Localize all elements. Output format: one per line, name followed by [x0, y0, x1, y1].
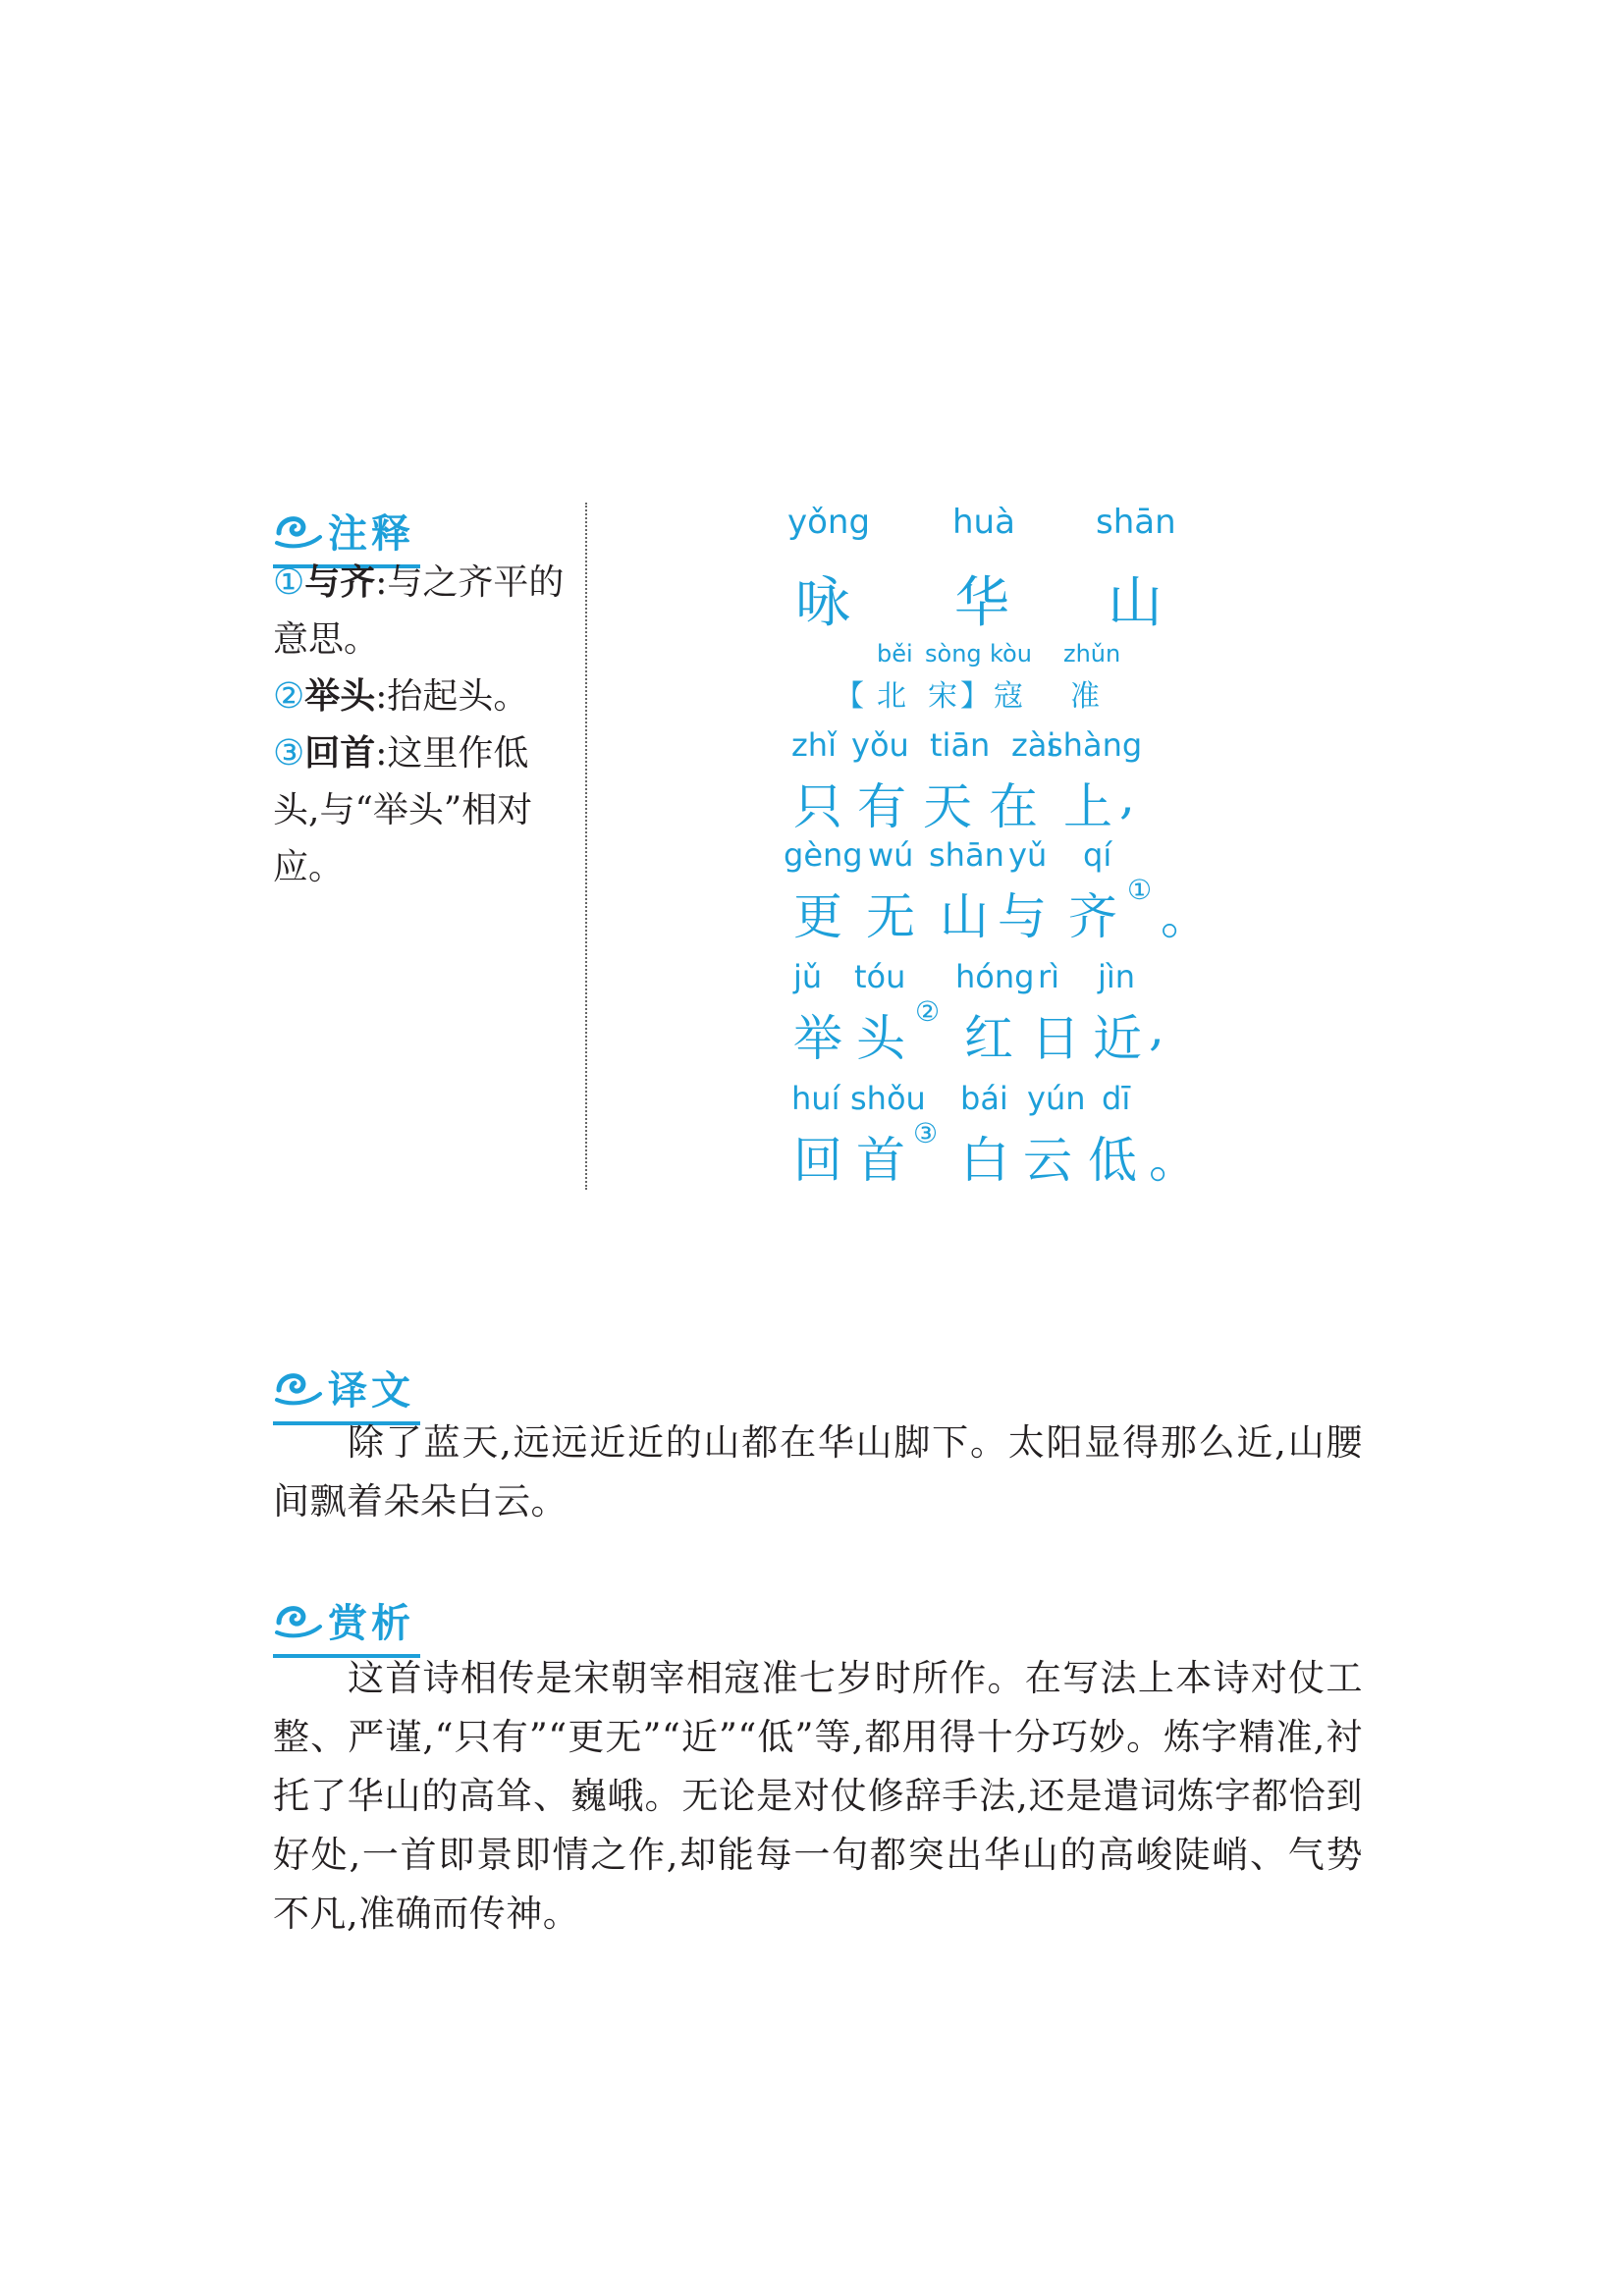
line-pinyin: yǒu — [851, 726, 909, 764]
line-char: 无 — [866, 888, 915, 945]
author-pinyin: sòng — [925, 640, 982, 667]
note-term: 与齐 — [304, 562, 376, 603]
line-pinyin: jìn — [1098, 958, 1136, 995]
line-pinyin: dī — [1102, 1080, 1131, 1117]
line-char: 齐 — [1068, 888, 1117, 945]
note-text: :抬起头。 — [375, 676, 529, 717]
note-reference-mark: ③ — [913, 1117, 939, 1149]
line-char: 有 — [857, 778, 906, 835]
note-text: :这里作低头,与“举头”相对应。 — [273, 733, 533, 887]
author-name-char: 寇 — [994, 679, 1023, 714]
line-punct: 。 — [1149, 1132, 1198, 1189]
line-pinyin: shān — [929, 836, 1004, 874]
column-divider — [585, 503, 587, 1190]
line-pinyin: yǔ — [1008, 836, 1048, 874]
translation-heading-title: 译文 — [328, 1368, 414, 1414]
note-text: :与之齐平的意思。 — [273, 562, 565, 660]
note-number: ② — [273, 676, 305, 717]
author-pinyin: zhǔn — [1063, 640, 1121, 667]
notes-list — [273, 555, 568, 896]
line-char: 在 — [989, 778, 1038, 835]
line-pinyin: tóu — [854, 958, 906, 995]
title-pinyin: huà — [952, 503, 1015, 542]
line-char: 更 — [793, 888, 842, 945]
line-char: 头 — [856, 1010, 905, 1067]
author-pinyin: běi — [877, 640, 913, 667]
line-char: 只 — [793, 778, 842, 835]
title-pinyin: shān — [1096, 503, 1176, 542]
title-char: 山 — [1108, 571, 1163, 635]
line-pinyin: hóng — [955, 958, 1035, 995]
line-pinyin: zài — [1011, 726, 1056, 764]
note-term: 回首 — [304, 733, 376, 774]
title-pinyin: yǒng — [787, 503, 871, 542]
swirl-logo-icon — [273, 1601, 324, 1640]
note-number: ③ — [273, 733, 305, 774]
line-pinyin: rì — [1038, 958, 1060, 995]
line-char: 与 — [998, 888, 1047, 945]
line-char: 低 — [1088, 1132, 1137, 1189]
author-bracket-close: 】 — [960, 679, 990, 714]
line-punct: , — [1119, 768, 1135, 825]
title-char: 咏 — [795, 571, 850, 635]
note-item — [273, 555, 568, 668]
line-pinyin: shàng — [1047, 726, 1143, 764]
notes-heading — [273, 503, 414, 559]
note-number: ① — [273, 562, 305, 603]
line-pinyin: wú — [868, 836, 914, 874]
line-char: 天 — [923, 778, 972, 835]
line-char: 红 — [964, 1010, 1013, 1067]
line-char: 山 — [940, 888, 989, 945]
swirl-logo-icon — [273, 511, 324, 551]
author-pinyin: kòu — [990, 640, 1032, 667]
line-char: 上 — [1063, 778, 1112, 835]
line-char: 举 — [793, 1010, 842, 1067]
note-reference-mark: ① — [1127, 874, 1153, 906]
translation-heading — [273, 1360, 414, 1415]
line-char: 首 — [856, 1132, 905, 1189]
note-item — [273, 668, 568, 725]
author-dynasty-char: 北 — [877, 679, 906, 714]
line-pinyin: yún — [1027, 1080, 1086, 1117]
swirl-logo-icon — [273, 1368, 324, 1408]
line-char: 云 — [1023, 1132, 1072, 1189]
appreciation-text: 这首诗相传是宋朝宰相寇准七岁时所作。在写法上本诗对仗工整、严谨,“只有”“更无”“近”“低”等,都用得十分巧妙。炼字精准,衬托了华山的高耸、巍峨。无论是对仗修辞手法,还是遣词炼字都恰到好处,一首即景即情之作,却能每一句都突出华山的高峻陡峭、气势不凡,准确而传神。 — [273, 1657, 1363, 1935]
notes-heading-title: 注释 — [328, 511, 414, 557]
line-pinyin: bái — [960, 1080, 1008, 1117]
appreciation-heading — [273, 1592, 414, 1648]
note-item — [273, 725, 568, 896]
appreciation-heading-title: 赏析 — [328, 1601, 414, 1646]
line-char: 白 — [960, 1132, 1009, 1189]
line-char: 日 — [1031, 1010, 1080, 1067]
line-char: 近 — [1093, 1010, 1142, 1067]
line-char: 回 — [793, 1132, 842, 1189]
author-name-char: 准 — [1070, 679, 1100, 714]
line-pinyin: tiān — [930, 726, 991, 764]
line-pinyin: gèng — [784, 836, 863, 874]
translation-text: 除了蓝天,远远近近的山都在华山脚下。太阳显得那么近,山腰间飘着朵朵白云。 — [273, 1421, 1363, 1522]
line-pinyin: jǔ — [793, 958, 823, 995]
line-pinyin: huí — [791, 1080, 840, 1117]
line-pinyin: shǒu — [850, 1080, 926, 1117]
line-pinyin: zhǐ — [791, 726, 837, 764]
line-punct: 。 — [1161, 888, 1210, 945]
note-reference-mark: ② — [915, 995, 941, 1028]
author-bracket-open: 【 — [835, 679, 864, 714]
note-term: 举头 — [304, 676, 376, 717]
author-dynasty-char: 宋 — [928, 679, 957, 714]
title-char: 华 — [954, 571, 1009, 635]
line-pinyin: qí — [1083, 836, 1112, 874]
line-punct: , — [1149, 999, 1164, 1056]
